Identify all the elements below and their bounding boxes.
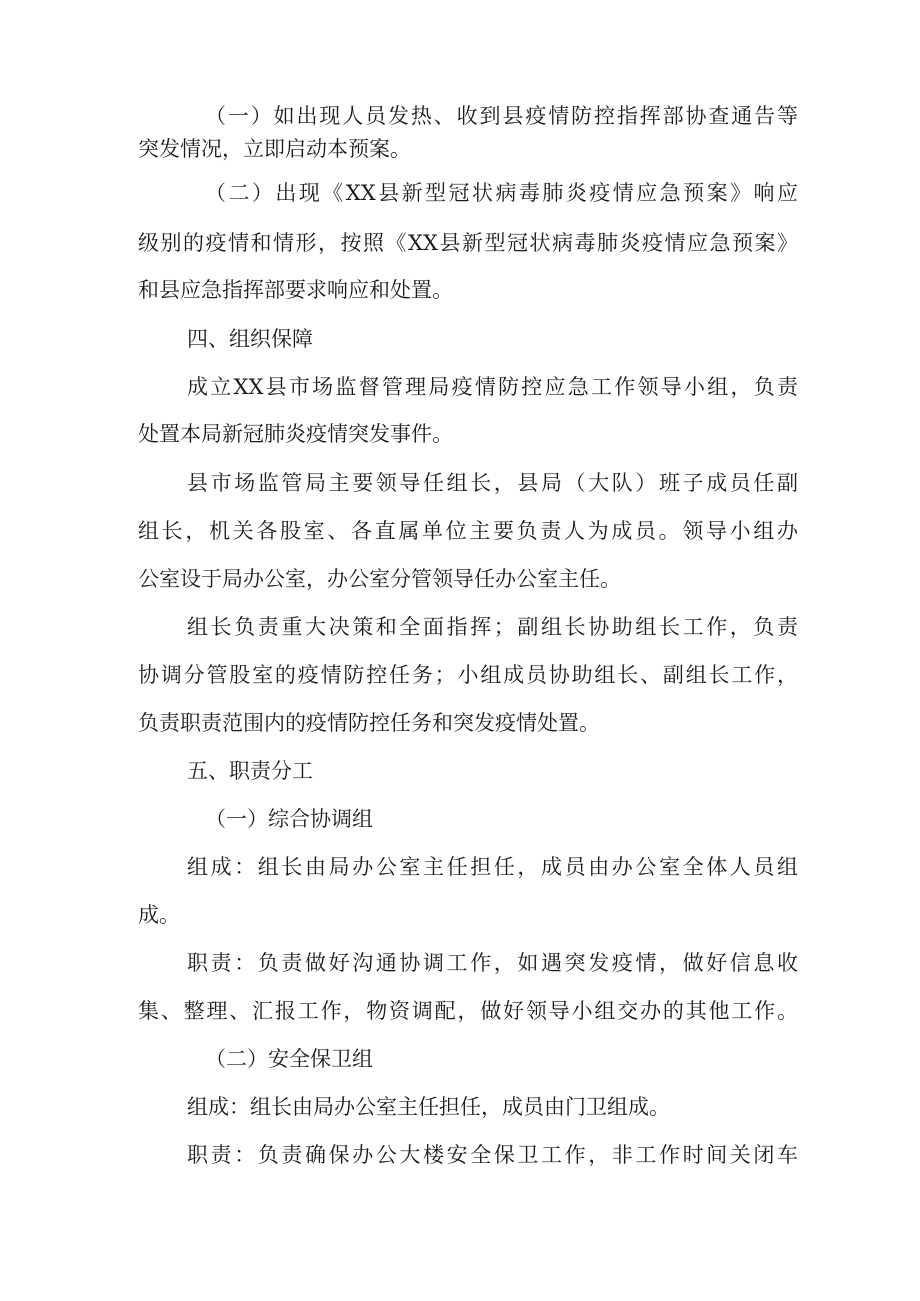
paragraph-line: 突发情况，立即启动本预案。	[138, 137, 411, 161]
paragraph-line: 组长，机关各股室、各直属单位主要负责人为成员。领导小组办	[138, 519, 798, 543]
paragraph-line: 处置本局新冠肺炎疫情突发事件。	[138, 422, 453, 446]
paragraph-line: 职责：负责做好沟通协调工作，如遇突发疫情，做好信息收	[187, 951, 798, 975]
paragraph-line: 组长负责重大决策和全面指挥；副组长协助组长工作，负责	[187, 615, 798, 639]
paragraph-line: （一）如出现人员发热、收到县疫情防控指挥部协查通告等	[205, 104, 798, 128]
paragraph-line: 职责：负责确保办公大楼安全保卫工作，非工作时间关闭车	[187, 1143, 798, 1167]
paragraph-line: 县市场监管局主要领导任组长，县局（大队）班子成员任副	[187, 471, 798, 495]
paragraph-line: 和县应急指挥部要求响应和处置。	[138, 278, 453, 302]
section-heading: 五、职责分工	[187, 759, 313, 783]
paragraph-line: （二）出现《XX县新型冠状病毒肺炎疫情应急预案》响应	[205, 181, 798, 205]
paragraph-line: 组成：组长由局办公室主任担任，成员由办公室全体人员组	[187, 855, 798, 879]
subsection-heading: （二）安全保卫组	[205, 1047, 373, 1071]
paragraph-line: 组成：组长由局办公室主任担任，成员由门卫组成。	[187, 1095, 670, 1119]
paragraph-line: 协调分管股室的疫情防控任务；小组成员协助组长、副组长工作，	[138, 663, 798, 687]
section-heading: 四、组织保障	[187, 327, 313, 351]
paragraph-line: 负责职责范围内的疫情防控任务和突发疫情处置。	[138, 711, 600, 735]
paragraph-line: 公室设于局办公室，办公室分管领导任办公室主任。	[138, 567, 621, 591]
paragraph-line: 级别的疫情和情形，按照《XX县新型冠状病毒肺炎疫情应急预案》	[138, 231, 798, 255]
subsection-heading: （一）综合协调组	[205, 807, 373, 831]
paragraph-line: 集、整理、汇报工作，物资调配，做好领导小组交办的其他工作。	[138, 999, 798, 1023]
paragraph-line: 成。	[138, 903, 180, 927]
paragraph-line: 成立XX县市场监督管理局疫情防控应急工作领导小组，负责	[187, 375, 798, 399]
